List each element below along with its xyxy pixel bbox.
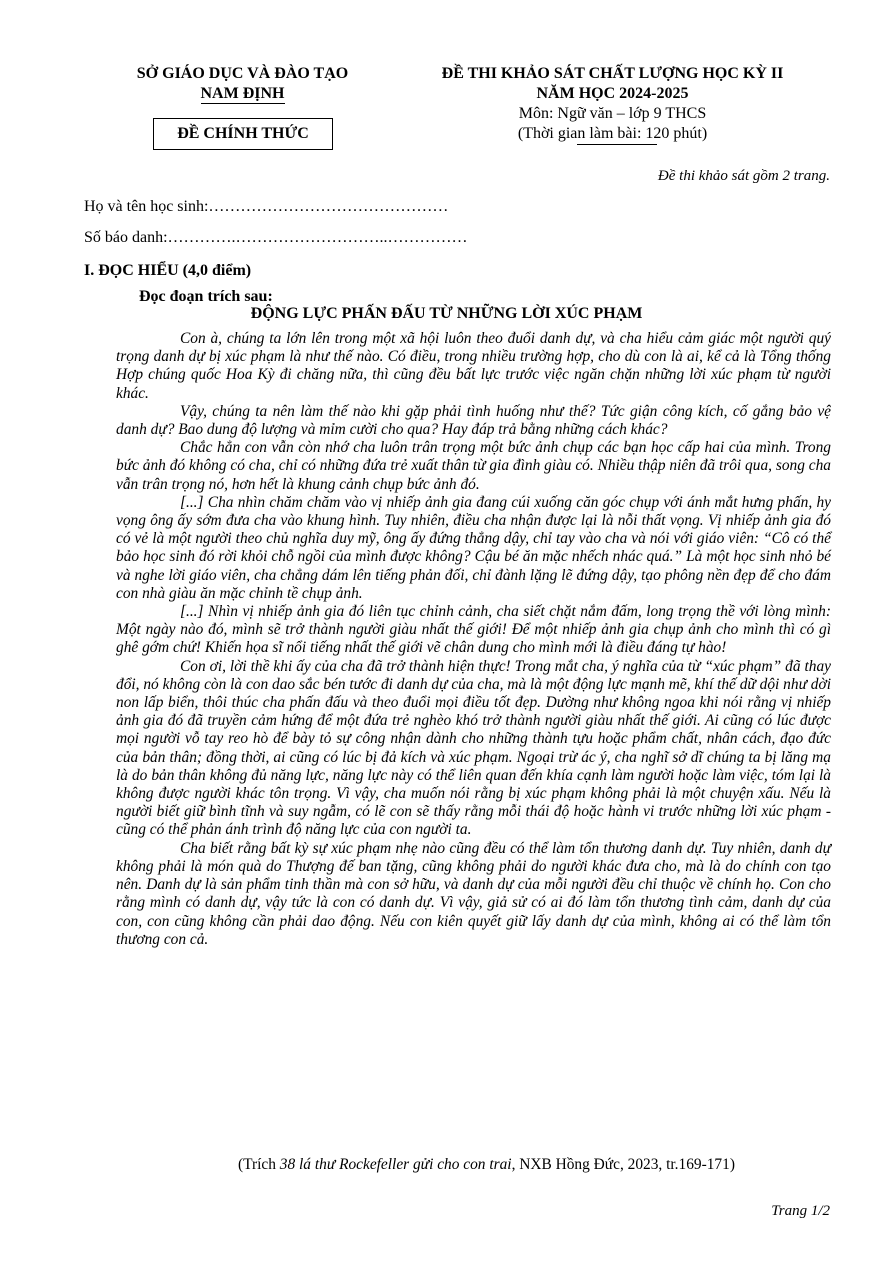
passage-paragraph: Cha biết rằng bất kỳ sự xúc phạm nhẹ nào cũng đều có thể làm tổn thương danh dự. Tuy nhiên, danh dự không phải là món quà do Thượng đế ban tặng, cũng không phải do người khác đưa cho, mà là do chính con tạo nên. Danh dự là sản phẩm tinh thần mà con sở hữu, và danh dự của mỗi người đều chỉ thuộc về chính họ. Con cho rằng mình có danh dự, vậy tức là con có danh dự. Vì vậy, giả sử có ai đó làm tổn thương tình cảm, danh dự của con, con cũng không cần phải dao động. Nếu con kiên quyết giữ lấy danh dự của mình, không ai có thể làm tổn thương con cả. [116,839,831,948]
passage-paragraph: Con ơi, lời thề khi ấy của cha đã trở thành hiện thực! Trong mắt cha, ý nghĩa của từ “xúc phạm” đã thay đổi, nó không còn là con dao sắc bén tước đi danh dự của cha, mà là một động lực mạnh mẽ, khí thế dữ dội như dời non lấp biển, thôi thúc cha phấn đấu và theo đuổi mọi điều tốt đẹp. Dường như không ngoa khi nói rằng vị nhiếp ảnh gia đó đã truyền cảm hứng để một đứa trẻ nghèo khó trở thành người giàu nhất thế giới. Ai cũng có lúc được mọi người vỗ tay reo hò để bày tỏ sự công nhận dành cho những thành tựu hoặc phẩm chất, nhân cách, đạo đức của bản thân; đồng thời, ai cũng có lúc bị đả kích và xúc phạm. Ngoại trừ ác ý, cha nghĩ sở dĩ chúng ta bị lăng mạ là do bản thân không đủ năng lực, năng lực này có thể liên quan đến khía cạnh làm người hoặc làm việc, tóm lại là không được người khác tôn trọng. Vì vậy, cha muốn nói rằng bị xúc phạm không phải là một chuyện xấu. Nếu là người biết giữ bình tĩnh và suy ngẫm, có lẽ con sẽ thấy rằng mỗi thái độ hoặc hành vi trước những lời xúc phạm - cũng có thể phản ánh trình độ năng lực của con người ta. [116,657,831,839]
student-name-field: Họ và tên học sinh:……………………………………… [84,198,449,215]
source-citation [0,1156,893,1174]
passage-title: ĐỘNG LỰC PHẤN ĐẤU TỪ NHỮNG LỜI XÚC PHẠM [250,305,643,322]
source-prefix: (Trích [238,1156,280,1173]
page-number: Trang 1/2 [771,1203,830,1219]
source-suffix: , NXB Hồng Đức, 2023, tr.169-171) [511,1156,735,1173]
passage-paragraph: Chắc hẳn con vẫn còn nhớ cha luôn trân trọng một bức ảnh chụp các bạn học cấp hai của mình. Trong bức ảnh đó không có cha, chỉ có những đứa trẻ xuất thân từ gia đình giàu có. Nhiều thập niên đã trôi qua, song cha vẫn trân trọng nó, hơn hết là khung cảnh chụp bức ảnh đó. [116,439,831,493]
subject: Môn: Ngữ văn – lớp 9 THCS [518,105,707,122]
student-id-field: Số báo danh:………….………………………..…………… [84,229,468,246]
pages-note: Đề thi khảo sát gồm 2 trang. [657,168,830,184]
duration: (Thời gian làm bài: 120 phút) [517,125,708,142]
section-title: I. ĐỌC HIỂU (4,0 điểm) [84,262,252,279]
passage-paragraph: Con à, chúng ta lớn lên trong một xã hội luôn theo đuổi danh dự, và cha hiểu cảm giác một người quý trọng danh dự bị xúc phạm là như thế nào. Có điều, trong nhiều trường hợp, cho dù con là ai, kể cả là Tổng thống Hợp chúng quốc Hoa Kỳ đi chăng nữa, thì cũng đều bất lực trước việc ngăn chặn những lời xúc phạm từ người khác. [116,330,831,402]
exam-title: ĐỀ THI KHẢO SÁT CHẤT LƯỢNG HỌC KỲ II [441,65,784,82]
passage-paragraph: Vậy, chúng ta nên làm thế nào khi gặp phải tình huống như thế? Tức giận công kích, cố gắng bảo vệ danh dự? Bao dung độ lượng và mỉm cười cho qua? Hay đáp trả bằng những cách khác? [116,402,831,439]
school-year: NĂM HỌC 2024-2025 [536,85,689,102]
province-name: NAM ĐỊNH [200,85,285,102]
passage-paragraph: [...] Cha nhìn chăm chăm vào vị nhiếp ảnh gia đang cúi xuống căn góc chụp với ánh mắt hưng phấn, hy vọng ông ấy sớm đưa cha vào khung hình. Tuy nhiên, điều cha nhận được lại là nỗi thất vọng. Vị nhiếp ảnh gia đó có vẻ là một người theo chủ nghĩa duy mỹ, ông ấy đứng thẳng dậy, chỉ tay vào cha và nói với giáo viên: “Cô có thể bảo học sinh đó rời khỏi chỗ ngồi của mình được không? Cậu bé ăn mặc nhếch nhác quá.” Là một học sinh nhỏ bé và nghe lời giáo viên, cha chẳng dám lên tiếng phản đối, chỉ đành lặng lẽ đứng dậy, tạo phông nền đẹp để cho đám con nhà giàu ăn mặc chỉnh tề chụp ảnh. [116,493,831,602]
source-book-title: 38 lá thư Rockefeller gửi cho con trai [279,1156,512,1173]
exam-header [400,64,825,145]
department-name: SỞ GIÁO DỤC VÀ ĐÀO TẠO [136,65,349,82]
official-stamp-box: ĐỀ CHÍNH THỨC [153,118,333,150]
department-header [110,64,375,104]
read-instruction: Đọc đoạn trích sau: [139,288,273,305]
header-divider [577,144,657,145]
passage-paragraph: [...] Nhìn vị nhiếp ảnh gia đó liên tục chỉnh cảnh, cha siết chặt nắm đấm, long trọng thề với lòng mình: Một ngày nào đó, mình sẽ trở thành người giàu nhất thế giới! Để một nhiếp ảnh gia chụp ảnh cho mình thì có gì ghê gớm chứ! Khiến họa sĩ nổi tiếng nhất thế giới vẽ chân dung cho mình mới là điều đáng tự hào! [116,603,831,657]
passage-body [116,330,831,949]
